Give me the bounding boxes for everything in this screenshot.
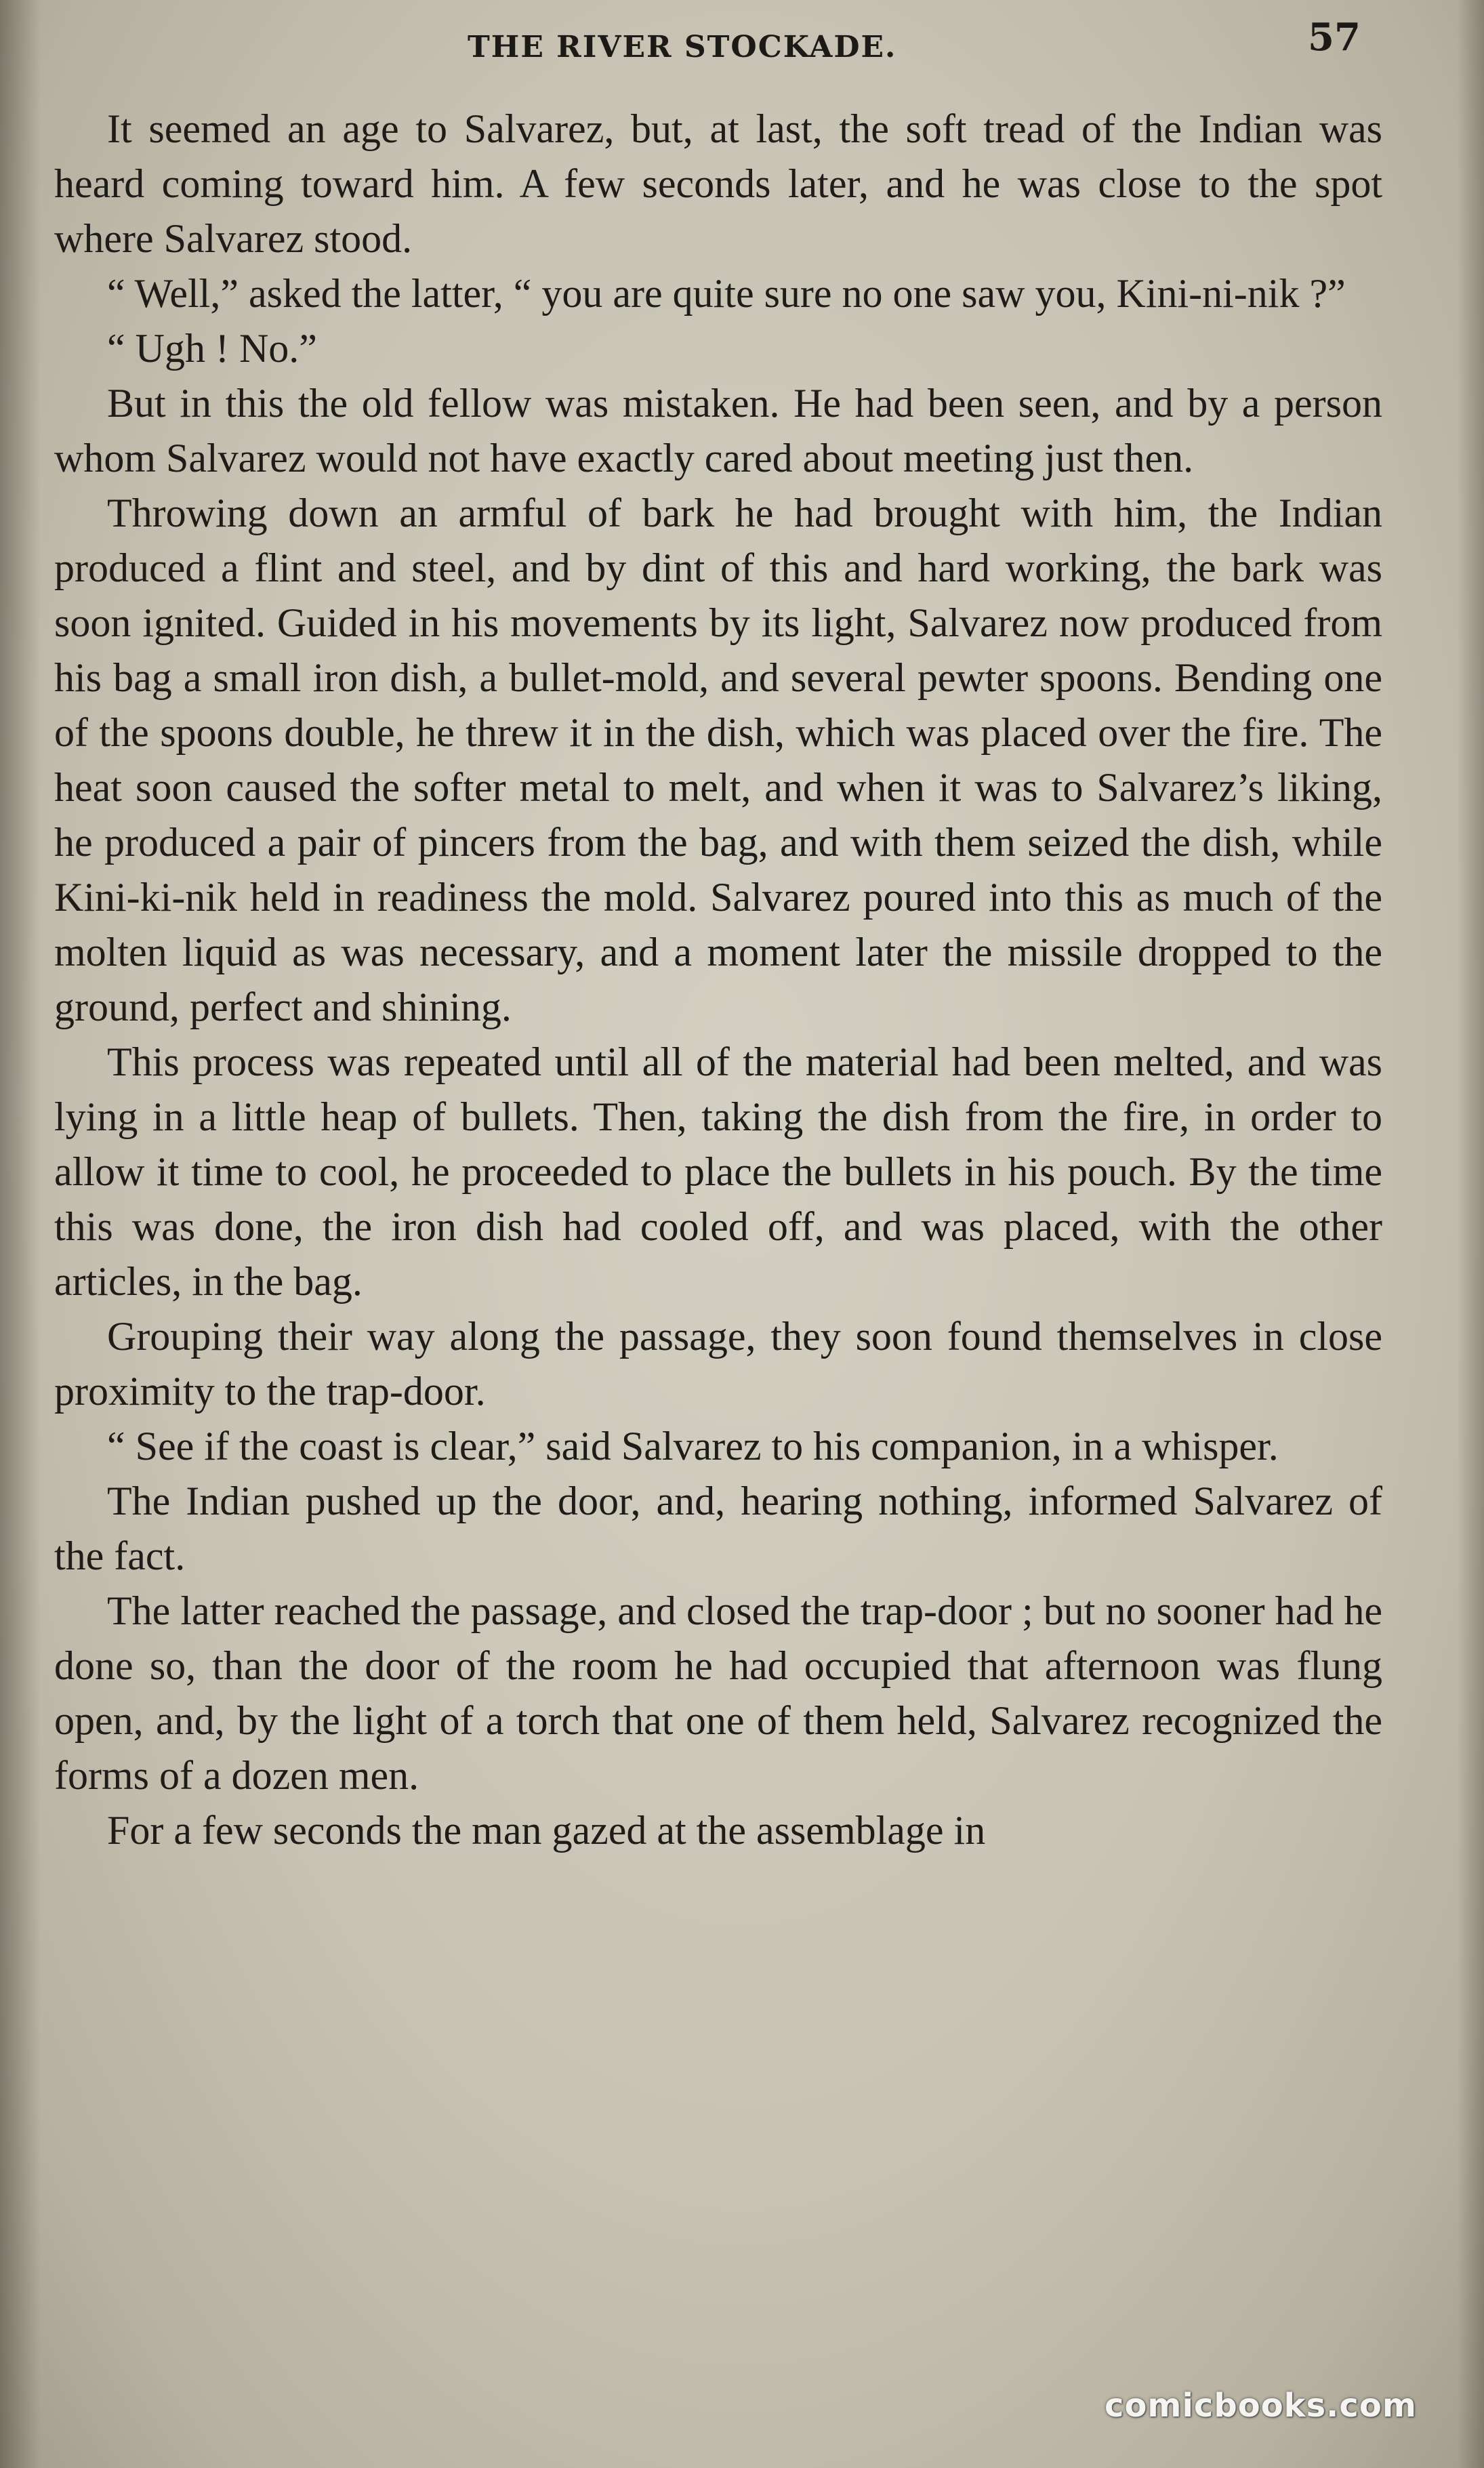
paragraph: This process was repeated until all of the material had been melted, and was lying in a little heap of bullets. Then, taking the dish from the fire, in order to allow it time to cool, he proceeded to place the bullets in his pouch. By the time this was done, the iron dish had cooled off, and was placed, with the other articles, in the bag. bbox=[54, 1040, 1382, 1304]
paragraph: “ Well,” asked the latter, “ you are quite sure no one saw you, Kini-ni-nik ?” bbox=[107, 271, 1346, 316]
paragraph: “ See if the coast is clear,” said Salvarez to his companion, in a whisper. bbox=[107, 1424, 1279, 1468]
body-text bbox=[54, 102, 1382, 1858]
paragraph: “ Ugh ! No.” bbox=[107, 326, 317, 371]
paragraph: Grouping their way along the passage, they soon found themselves in close proximity to the trap-door. bbox=[54, 1314, 1382, 1414]
watermark: comicbooks.com bbox=[1105, 2387, 1417, 2425]
paragraph: Throwing down an armful of bark he had brought with him, the Indian produced a flint and steel, and by dint of this and hard working, the bark was soon ignited. Guided in his movements by its light, Salvarez now produced from his bag a small iron dish, a bullet-mold, and several pewter spoons. Bending one of the spoons double, he threw it in the dish, which was placed over the fire. The heat soon caused the softer metal to melt, and when it was to Salvarez’s liking, he produced a pair of pincers from the bag, and with them seized the dish, while Kini-ki-nik held in readiness the mold. Salvarez poured into this as much of the molten liquid as was necessary, and a moment later the missile dropped to the ground, perfect and shining. bbox=[54, 491, 1382, 1029]
paragraph: For a few seconds the man gazed at the assemblage in bbox=[107, 1808, 986, 1853]
paragraph: It seemed an age to Salvarez, but, at last, the soft tread of the Indian was heard coming toward him. A few seconds later, and he was close to the spot where Salvarez stood. bbox=[54, 106, 1382, 261]
paragraph: The latter reached the passage, and closed the trap-door ; but no sooner had he done so, than the door of the room he had occupied that afternoon was flung open, and, by the light of a torch that one of them held, Salvarez recognized the forms of a dozen men. bbox=[54, 1588, 1382, 1798]
paragraph: But in this the old fellow was mistaken. He had been seen, and by a person whom Salvarez would not have exactly cared about meeting just then. bbox=[54, 381, 1382, 480]
running-title: THE RIVER STOCKADE. bbox=[468, 30, 897, 64]
paragraph: The Indian pushed up the door, and, hearing nothing, informed Salvarez of the fact. bbox=[54, 1479, 1382, 1578]
page-number: 57 bbox=[1308, 15, 1361, 60]
